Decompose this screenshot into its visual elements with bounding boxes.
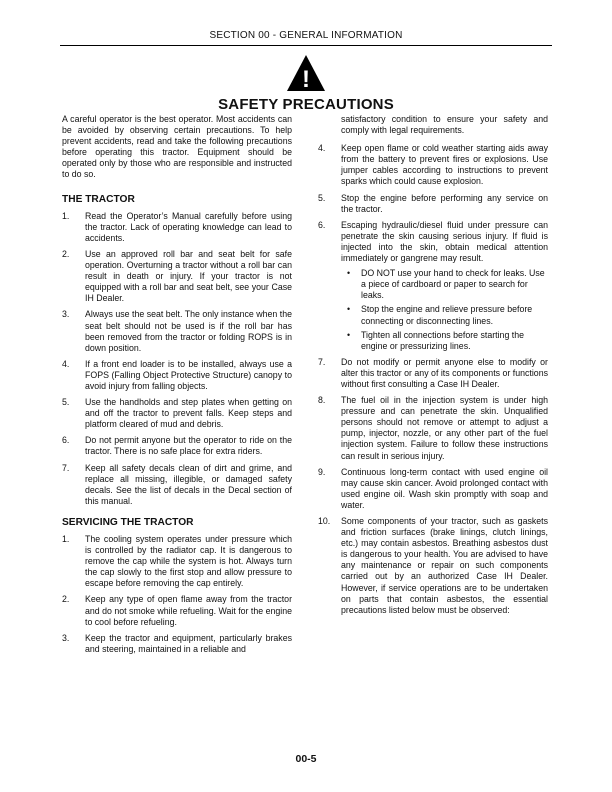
header-rule [60,45,552,46]
servicing-list [62,534,292,655]
warning-exclamation: ! [302,66,310,92]
list-item: 5. Stop the engine before performing any service on the tractor. [318,192,548,214]
list-item: 6. Do not permit anyone but the operator to ride on the tractor. There is no safe place for extra riders. [62,435,292,457]
leak-bullets [341,268,548,352]
list-item: 4. Keep open flame or cold weather starting aids away from the battery to prevent fires or explosions. Use jumper cables according to instructions to prevent sparks which could cause explosion. [318,143,548,187]
page-number: 00-5 [295,753,317,765]
list-item: 9. Continuous long-term contact with used engine oil may cause skin cancer. Avoid prolonged contact with used engine oil. Wash skin promptly with soap and water. [318,466,548,510]
page-title: SAFETY PRECAUTIONS [218,96,394,113]
list-item: 1. The cooling system operates under pressure which is controlled by the radiator cap. It is dangerous to remove the cap while the system is hot. Always turn the cap slowly to the first stop and allow pressure to escape before removing the cap entirely. [62,534,292,589]
list-item: 4. If a front end loader is to be installed, always use a FOPS (Falling Object Protective Structure) canopy to avoid injury from falling objects. [62,358,292,391]
continuation-text: satisfactory condition to ensure your safety and comply with legal requirements. [341,114,548,136]
intro-paragraph: A careful operator is the best operator. Most accidents can be avoided by observing certain precautions. To help prevent accidents, read and take the following precautions before operating this tractor. Equipment should be operated only by those who are responsible and instructed to do so. [62,114,292,180]
bullet-item: • Stop the engine and relieve pressure before connecting or disconnecting lines. [347,304,533,326]
list-item: 5. Use the handholds and step plates when getting on and off the tractor to prevent falls. Keep steps and platform cleared of mud and debris. [62,397,292,430]
left-column [62,114,292,660]
list-item: 3. Always use the seat belt. The only instance when the seat belt should not be used is if the roll bar has been removed from the tractor or folding ROPS is in down position. [62,309,292,353]
bullet-item: • DO NOT use your hand to check for leaks. Use a piece of cardboard or paper to search for leaks. [347,268,545,301]
list-item: 7. Keep all safety decals clean of dirt and grime, and replace all missing, illegible, or damaged safety decals. See the list of decals in the Decal section of this manual. [62,462,292,506]
list-item: 8. The fuel oil in the injection system is under high pressure and can penetrate the skin. Unqualified persons should not remove or attempt to adjust a pump, injector, nozzle, or any other part of the fuel injection system. Failure to follow these instructions can result in serious injury. [318,395,548,461]
tractor-heading: THE TRACTOR [62,193,135,205]
list-item: 10. Some components of your tractor, such as gaskets and friction surfaces (brake linings, clutch linings, etc.) may contain asbestos. Breathing asbestos dust is dangerous to your health. You are advised to have any maintenance or repair on such components carried out by an authorized Case IH Dealer. However, if service operations are to be undertaken on parts that contain asbestos, the essential precautions listed below must be observed: [318,516,548,615]
tractor-list [62,211,292,507]
right-column [318,114,548,621]
servicing-heading: SERVICING THE TRACTOR [62,516,194,528]
warning-triangle-icon [286,54,326,92]
list-item: 1. Read the Operator’s Manual carefully before using the tractor. Lack of operating knowledge can lead to accidents. [62,210,292,243]
list-item: 7. Do not modify or permit anyone else to modify or alter this tractor or any of its components or functions without first consulting a Case IH Dealer. [318,356,548,389]
list-item: 3. Keep the tractor and equipment, particularly brakes and steering, maintained in a reliable and [62,632,292,654]
list-item: 6. Escaping hydraulic/diesel fluid under pressure can penetrate the skin causing serious injury. If fluid is injected into the skin, obtain medical attention immediately or gangrene may result. • DO NOT use your hand to check for leaks. Use a piece of cardboard or paper to search for leaks. • Stop the engine and relieve pressure before connecting or disconnecting lines. • Tighten all connections before starting the engine or pressurizing lines. [318,219,548,351]
section-header: SECTION 00 - GENERAL INFORMATION [209,30,403,41]
servicing-list-continued [318,143,548,616]
bullet-item: • Tighten all connections before starting the engine or pressurizing lines. [347,329,525,351]
list-item: 2. Use an approved roll bar and seat belt for safe operation. Overturning a tractor without a roll bar can result in death or injury. If your tractor is not equipped with a roll bar and seat belt, see your Case IH Dealer. [62,248,292,304]
list-item: 2. Keep any type of open flame away from the tractor and do not smoke while refueling. Wait for the engine to cool before refueling. [62,594,293,627]
